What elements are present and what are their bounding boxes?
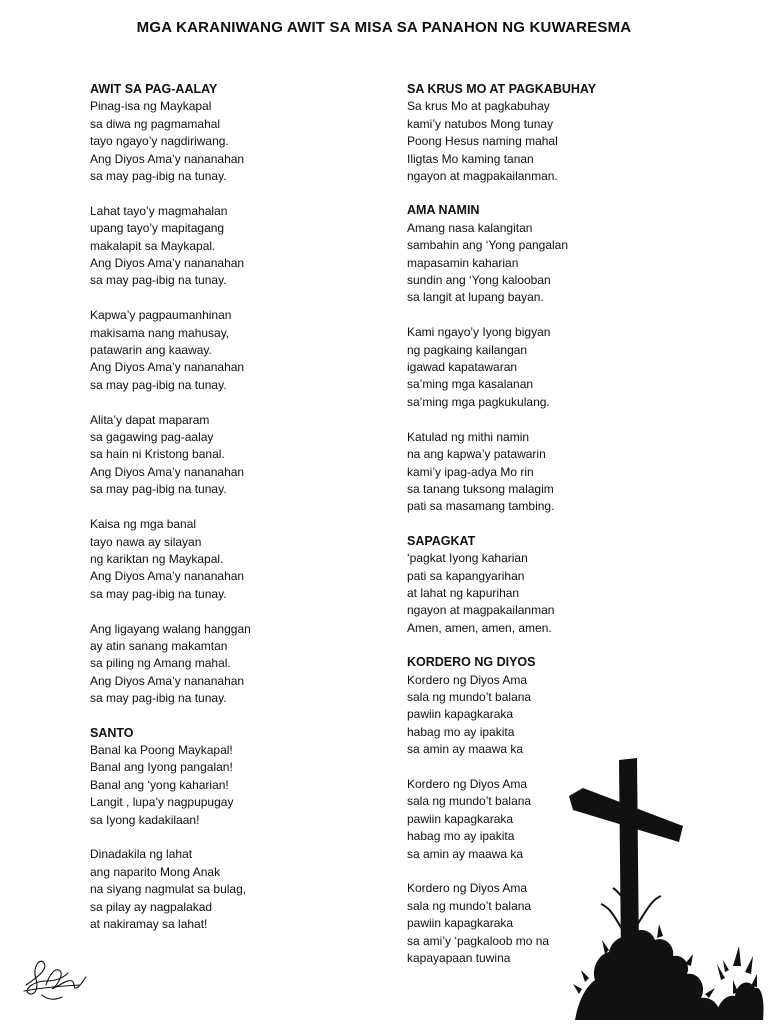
lyric-line: upang tayo’y mapitagang [90,221,225,236]
lyric-line: sa may pag-ibig na tunay. [90,377,227,392]
lyric-line: sa ami’y ‘pagkaloob mo na [407,933,550,948]
lyric-line: at nakiramay sa lahat! [90,917,208,931]
lyric-line: sa may pag-ibig na tunay. [90,169,227,184]
lyric-line: sa’ming mga pagkukulang. [407,394,550,409]
stanza [90,846,370,933]
lyric-line: Katulad ng mithi namin [407,429,530,444]
lyric-line: Iligtas Mo kaming tanan [407,151,534,166]
lyric-line: makisama nang mahusay, [90,325,230,340]
lyric-line: igawad kapatawaran [407,360,518,375]
stanza [407,429,687,516]
lyric-line: ngayon at magpakailanman [407,603,555,618]
lyric-line: na ang kapwa’y patawarin [407,447,546,462]
lyric-line: sala ng mundo’t balana [407,794,532,809]
lyric-line: sa’ming mga kasalanan [407,377,534,392]
lyric-line: Kapwa’y pagpaumanhinan [90,308,232,323]
song-section [407,81,687,185]
signature-icon [20,955,90,1005]
lyric-line: sambahin ang ‘Yong pangalan [407,238,569,253]
lyric-line: Amang nasa kalangitan [407,220,533,235]
lyric-line: kami’y natubos Mong tunay [407,116,554,131]
lyric-line: sala ng mundo’t balana [407,898,532,913]
lyric-line: Ang Diyos Ama’y nananahan [90,360,245,375]
stanza [90,621,370,708]
song-title: AWIT SA PAG-AALAY [90,82,218,96]
lyric-line: sa pilay ay nagpalakad [90,899,213,914]
stanza [90,98,370,185]
stanza [407,672,687,759]
lyric-line: sa langit at lupang bayan. [407,290,544,305]
lyric-line: sa diwa ng pagmamahal [90,116,221,131]
lyric-line: Kordero ng Diyos Ama [407,672,528,687]
lyric-line: Banal ang Iyong pangalan! [90,760,233,775]
lyric-line: ‘pagkat Iyong kaharian [407,551,528,566]
song-section [90,725,370,934]
lyric-line: sa may pag-ibig na tunay. [90,691,227,706]
song-section [90,81,370,708]
lyric-line: pati sa kapangyarihan [407,568,525,583]
lyric-line: ng pagkaing kailangan [407,342,528,357]
lyric-line: na siyang nagmulat sa bulag, [90,882,247,897]
lyric-line: patawarin ang kaaway. [90,343,212,358]
lyric-line: sa Iyong kadakilaan! [90,812,200,827]
stanza [90,742,370,829]
lyric-line: Langit , lupa’y nagpupugay [90,795,234,810]
lyric-line: sa piling ng Amang mahal. [90,656,231,671]
song-section [407,202,687,515]
lyric-line: habag mo ay ipakita [407,724,515,739]
lyric-line: pati sa masamang tambing. [407,499,555,514]
lyric-line: Pinag-isa ng Maykapal [90,99,212,114]
lyric-line: Kaisa ng mga banal [90,517,197,532]
lyric-line: Lahat tayo’y magmahalan [90,203,228,218]
lyric-line: sa amin ay maawa ka [407,742,524,757]
lyric-line: pawiin kapagkaraka [407,811,514,826]
stanza [90,203,370,290]
lyric-line: Ang ligayang walang hanggan [90,621,251,636]
lyric-line: ang naparito Mong Anak [90,864,221,879]
lyric-line: tayo nawa ay silayan [90,534,202,549]
lyric-line: Poong Hesus naming mahal [407,134,558,149]
lyric-line: Ang Diyos Ama’y nananahan [90,151,245,166]
lyric-line: kapayapaan tuwina [407,951,511,966]
lyric-line: makalapit sa Maykapal. [90,238,216,253]
song-title: SAPAGKAT [407,533,476,548]
lyric-line: Kami ngayo’y Iyong bigyan [407,325,551,340]
lyric-line: sa may pag-ibig na tunay. [90,273,227,288]
lyric-line: Ang Diyos Ama’y nananahan [90,569,245,584]
stanza [407,98,687,185]
lyric-line: habag mo ay ipakita [407,829,515,844]
song-title: SANTO [90,725,134,740]
lyric-line: sa may pag-ibig na tunay. [90,482,227,497]
lyric-line: Alita’y dapat maparam [90,412,210,427]
cross-with-plants-icon [565,758,765,1020]
lyric-line: sa gagawing pag-aalay [90,430,214,445]
lyric-line: Banal ang ‘yong kaharian! [90,777,229,792]
lyric-line: tayo ngayo’y nagdiriwang. [90,134,229,149]
lyric-line: sa may pag-ibig na tunay. [90,586,227,601]
stanza [90,516,370,603]
song-title: AMA NAMIN [407,203,480,218]
left-column [90,81,370,950]
song-title: SA KRUS MO AT PAGKABUHAY [407,82,597,96]
lyric-line: pawiin kapagkaraka [407,916,514,931]
lyric-line: Dinadakila ng lahat [90,847,193,862]
lyric-line: kami’y ipag-adya Mo rin [407,464,534,479]
lyric-line: pawiin kapagkaraka [407,707,514,722]
lyric-line: ng kariktan ng Maykapal. [90,551,224,566]
stanza [407,550,687,637]
lyric-line: Sa krus Mo at pagkabuhay [407,99,550,114]
lyric-line: Ang Diyos Ama’y nananahan [90,256,245,271]
lyric-line: sala ng mundo’t balana [407,689,532,704]
stanza [90,307,370,394]
stanza [407,324,687,411]
lyric-line: ngayon at magpakailanman. [407,169,558,184]
lyric-line: Ang Diyos Ama’y nananahan [90,673,245,688]
lyric-line: Kordero ng Diyos Ama [407,776,528,791]
page-title: MGA KARANIWANG AWIT SA MISA SA PANAHON NG KUWARESMA [136,19,632,36]
lyric-line: at lahat ng kapurihan [407,585,520,600]
lyric-line: Ang Diyos Ama’y nananahan [90,464,245,479]
lyric-line: sundin ang ‘Yong kalooban [407,273,551,288]
stanza [90,412,370,499]
song-section [407,533,687,637]
song-title: KORDERO NG DIYOS [407,655,536,670]
stanza [407,220,687,307]
lyric-line: sa amin ay maawa ka [407,846,524,861]
lyric-line: Kordero ng Diyos Ama [407,881,528,896]
lyric-line: sa hain ni Kristong banal. [90,447,225,462]
lyric-line: Amen, amen, amen, amen. [407,620,552,635]
lyric-line: Banal ka Poong Maykapal! [90,742,233,757]
lyric-line: mapasamin kaharian [407,255,519,270]
lyric-line: ay atin sanang makamtan [90,638,228,653]
lyric-line: sa tanang tuksong malagim [407,481,554,496]
